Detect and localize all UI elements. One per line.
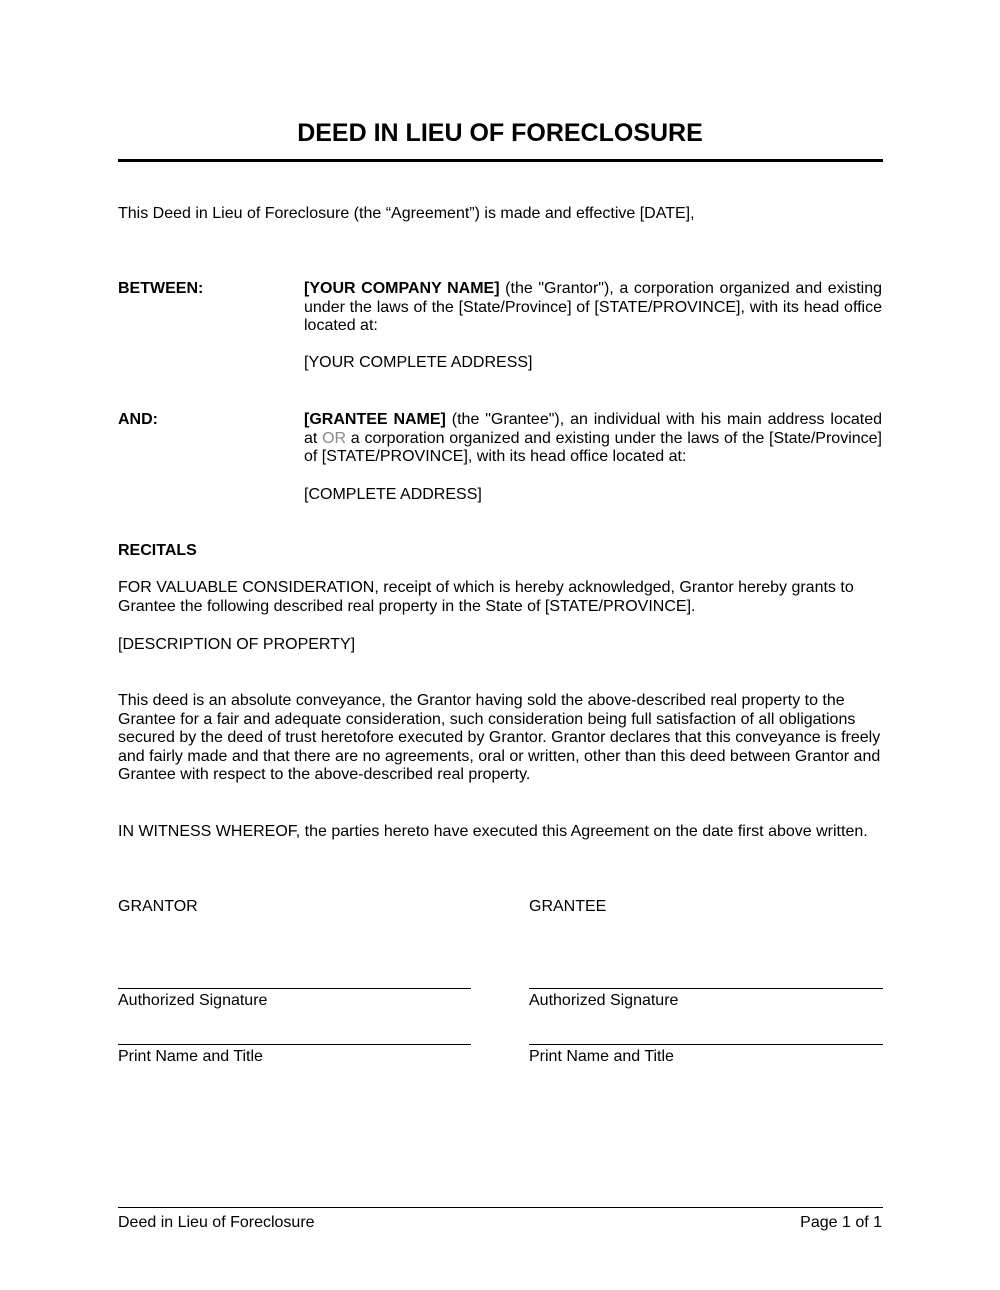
document-title: DEED IN LIEU OF FORECLOSURE (297, 119, 703, 147)
conveyance-paragraph: This deed is an absolute conveyance, the Grantor having sold the above-described real property to the Grantee for a fair and adequate consideration, such consideration being full satisfaction of all obligations secured by the deed of trust heretofore executed by Grantor. Grantor declares that this conveyance is freely and fairly made and that there are no agreements, oral or written, other than this deed between Grantor and Grantee with respect to the above-described real property. (118, 692, 881, 784)
footer-document-name: Deed in Lieu of Foreclosure (118, 1214, 315, 1231)
grantee-print-name-line[interactable] (529, 1044, 883, 1045)
and-label: AND: (118, 411, 158, 428)
grantor-print-name-line[interactable] (118, 1044, 471, 1045)
grantor-party-paragraph (304, 280, 882, 336)
grantor-description: (the "Grantor"), a corporation organized and existing under the laws of the [State/Province] of [STATE/PROVINCE], with its head office located at: (304, 280, 883, 335)
intro-paragraph: This Deed in Lieu of Foreclosure (the “Agreement”) is made and effective [DATE], (118, 205, 695, 222)
grantee-authorized-signature-caption: Authorized Signature (529, 992, 679, 1009)
grantor-company-name: [YOUR COMPANY NAME] (304, 280, 500, 297)
grantor-signature-line[interactable] (118, 988, 471, 989)
grantee-description-part1: (the "Grantee"), an individual with his main address located at (304, 411, 883, 447)
grantee-address: [COMPLETE ADDRESS] (304, 486, 482, 503)
grantor-print-name-caption: Print Name and Title (118, 1048, 263, 1065)
recitals-paragraph-consideration: FOR VALUABLE CONSIDERATION, receipt of which is hereby acknowledged, Grantor hereby grants to Grantee the following described real property in the State of [STATE/PROVINCE]. (118, 579, 854, 615)
grantor-address: [YOUR COMPLETE ADDRESS] (304, 354, 533, 371)
footer-divider (118, 1207, 883, 1208)
title-divider (118, 159, 883, 162)
grantee-signature-label: GRANTEE (529, 898, 607, 915)
grantee-party-paragraph (304, 411, 882, 467)
or-option-marker: OR (322, 429, 347, 447)
grantor-signature-label: GRANTOR (118, 898, 198, 915)
property-description: [DESCRIPTION OF PROPERTY] (118, 636, 356, 653)
grantee-print-name-caption: Print Name and Title (529, 1048, 674, 1065)
grantor-authorized-signature-caption: Authorized Signature (118, 992, 268, 1009)
between-label: BETWEEN: (118, 280, 204, 297)
footer-page-number: Page 1 of 1 (800, 1214, 882, 1231)
grantee-signature-line[interactable] (529, 988, 883, 989)
witness-paragraph: IN WITNESS WHEREOF, the parties hereto have executed this Agreement on the date first above written. (118, 823, 868, 840)
grantee-description-part2: a corporation organized and existing under the laws of the [State/Province] of [STATE/PROVINCE], with its head office located at: (304, 429, 882, 466)
recitals-heading: RECITALS (118, 542, 197, 559)
grantee-name: [GRANTEE NAME] (304, 411, 446, 428)
